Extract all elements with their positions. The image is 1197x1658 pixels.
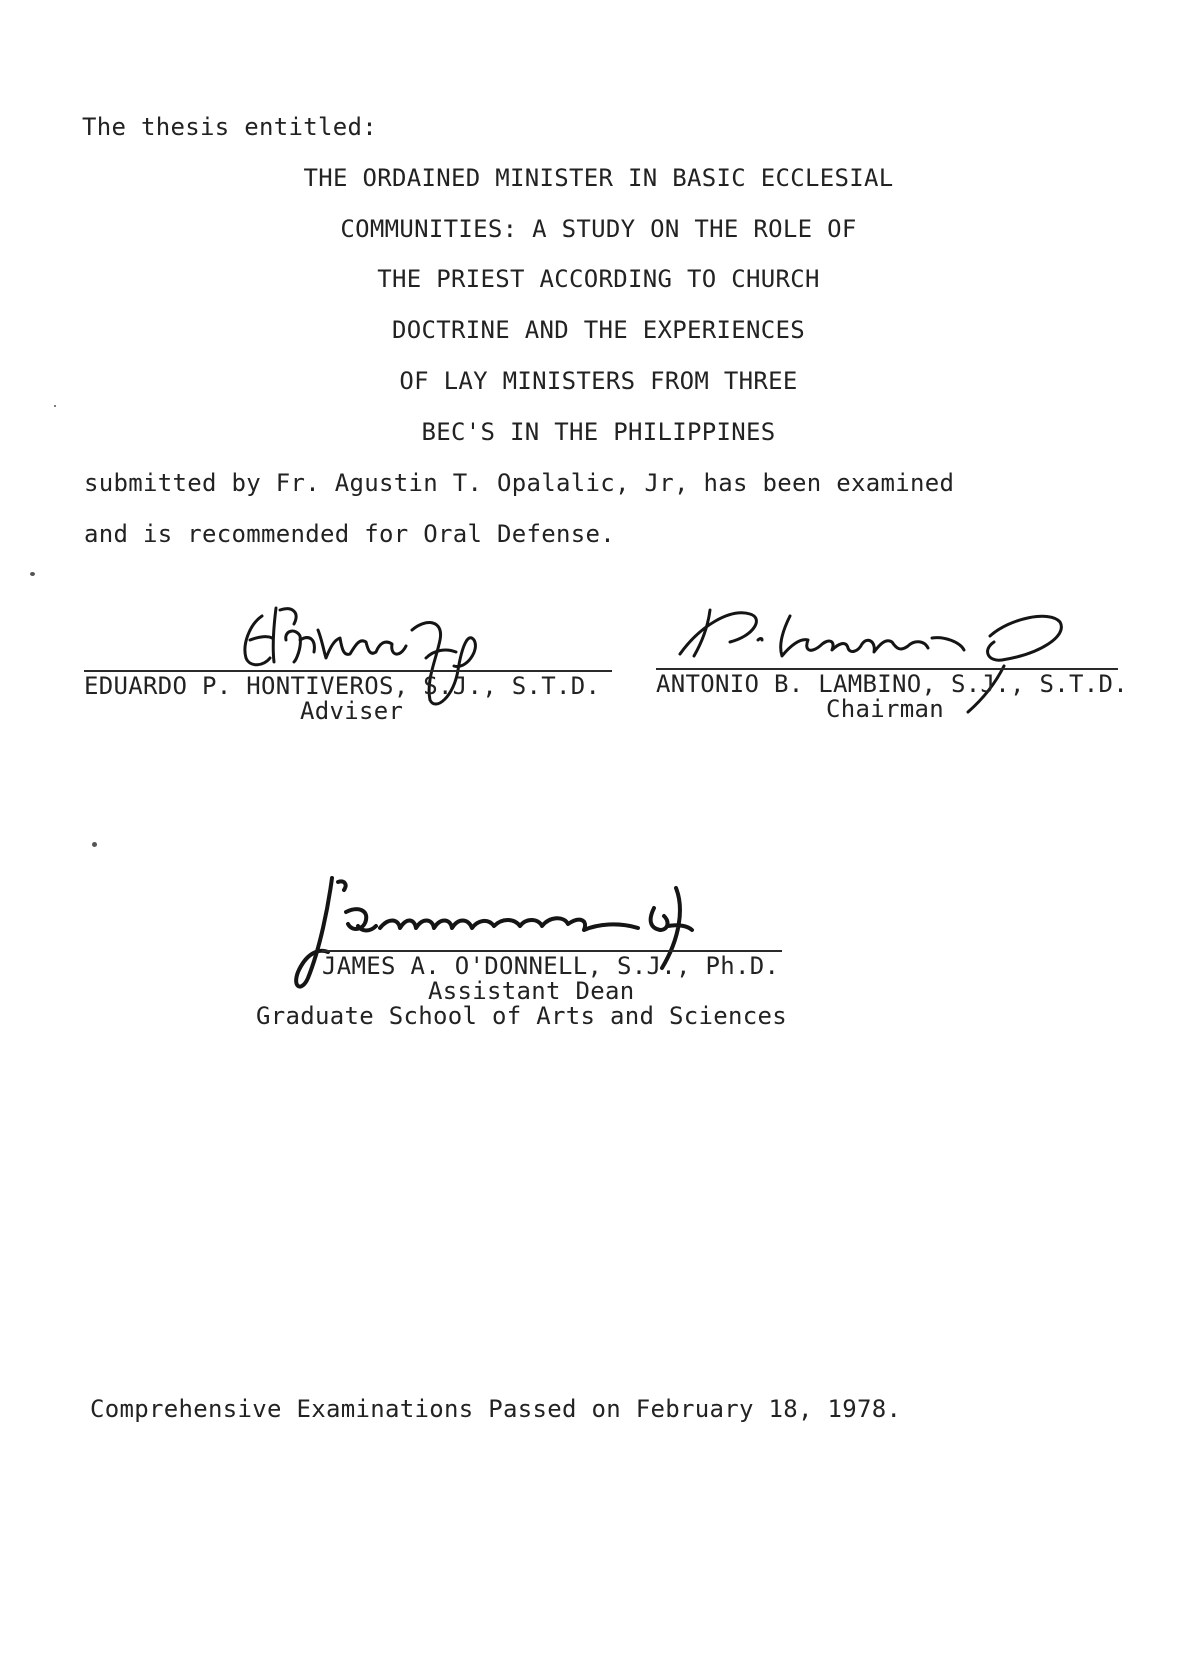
title-line: OF LAY MINISTERS FROM THREE (399, 367, 798, 395)
body-line: and is recommended for Oral Defense. (84, 520, 615, 548)
exam-passed-note: Comprehensive Examinations Passed on February 18, 1978. (90, 1395, 902, 1423)
scan-speck (30, 572, 35, 576)
title-line: THE PRIEST ACCORDING TO CHURCH (377, 265, 820, 293)
intro-text: The thesis entitled: (82, 113, 377, 141)
adviser-role: Adviser (300, 697, 404, 725)
title-line: DOCTRINE AND THE EXPERIENCES (392, 316, 805, 344)
scan-speck (92, 842, 97, 847)
dean-unit: Graduate School of Arts and Sciences (256, 1002, 787, 1030)
body-line: submitted by Fr. Agustin T. Opalalic, Jr, has been examined (84, 469, 955, 497)
scan-speck (54, 405, 56, 407)
chairman-role: Chairman (826, 695, 944, 723)
dean-role: Assistant Dean (428, 977, 635, 1005)
adviser-name: EDUARDO P. HONTIVEROS, S.J., S.T.D. (84, 672, 601, 700)
title-line: COMMUNITIES: A STUDY ON THE ROLE OF (340, 215, 857, 243)
title-line: BEC'S IN THE PHILIPPINES (421, 418, 776, 446)
title-line: THE ORDAINED MINISTER IN BASIC ECCLESIAL (303, 164, 894, 192)
chairman-name: ANTONIO B. LAMBINO, S.J., S.T.D. (656, 670, 1128, 698)
dean-name: JAMES A. O'DONNELL, S.J., Ph.D. (322, 952, 780, 980)
